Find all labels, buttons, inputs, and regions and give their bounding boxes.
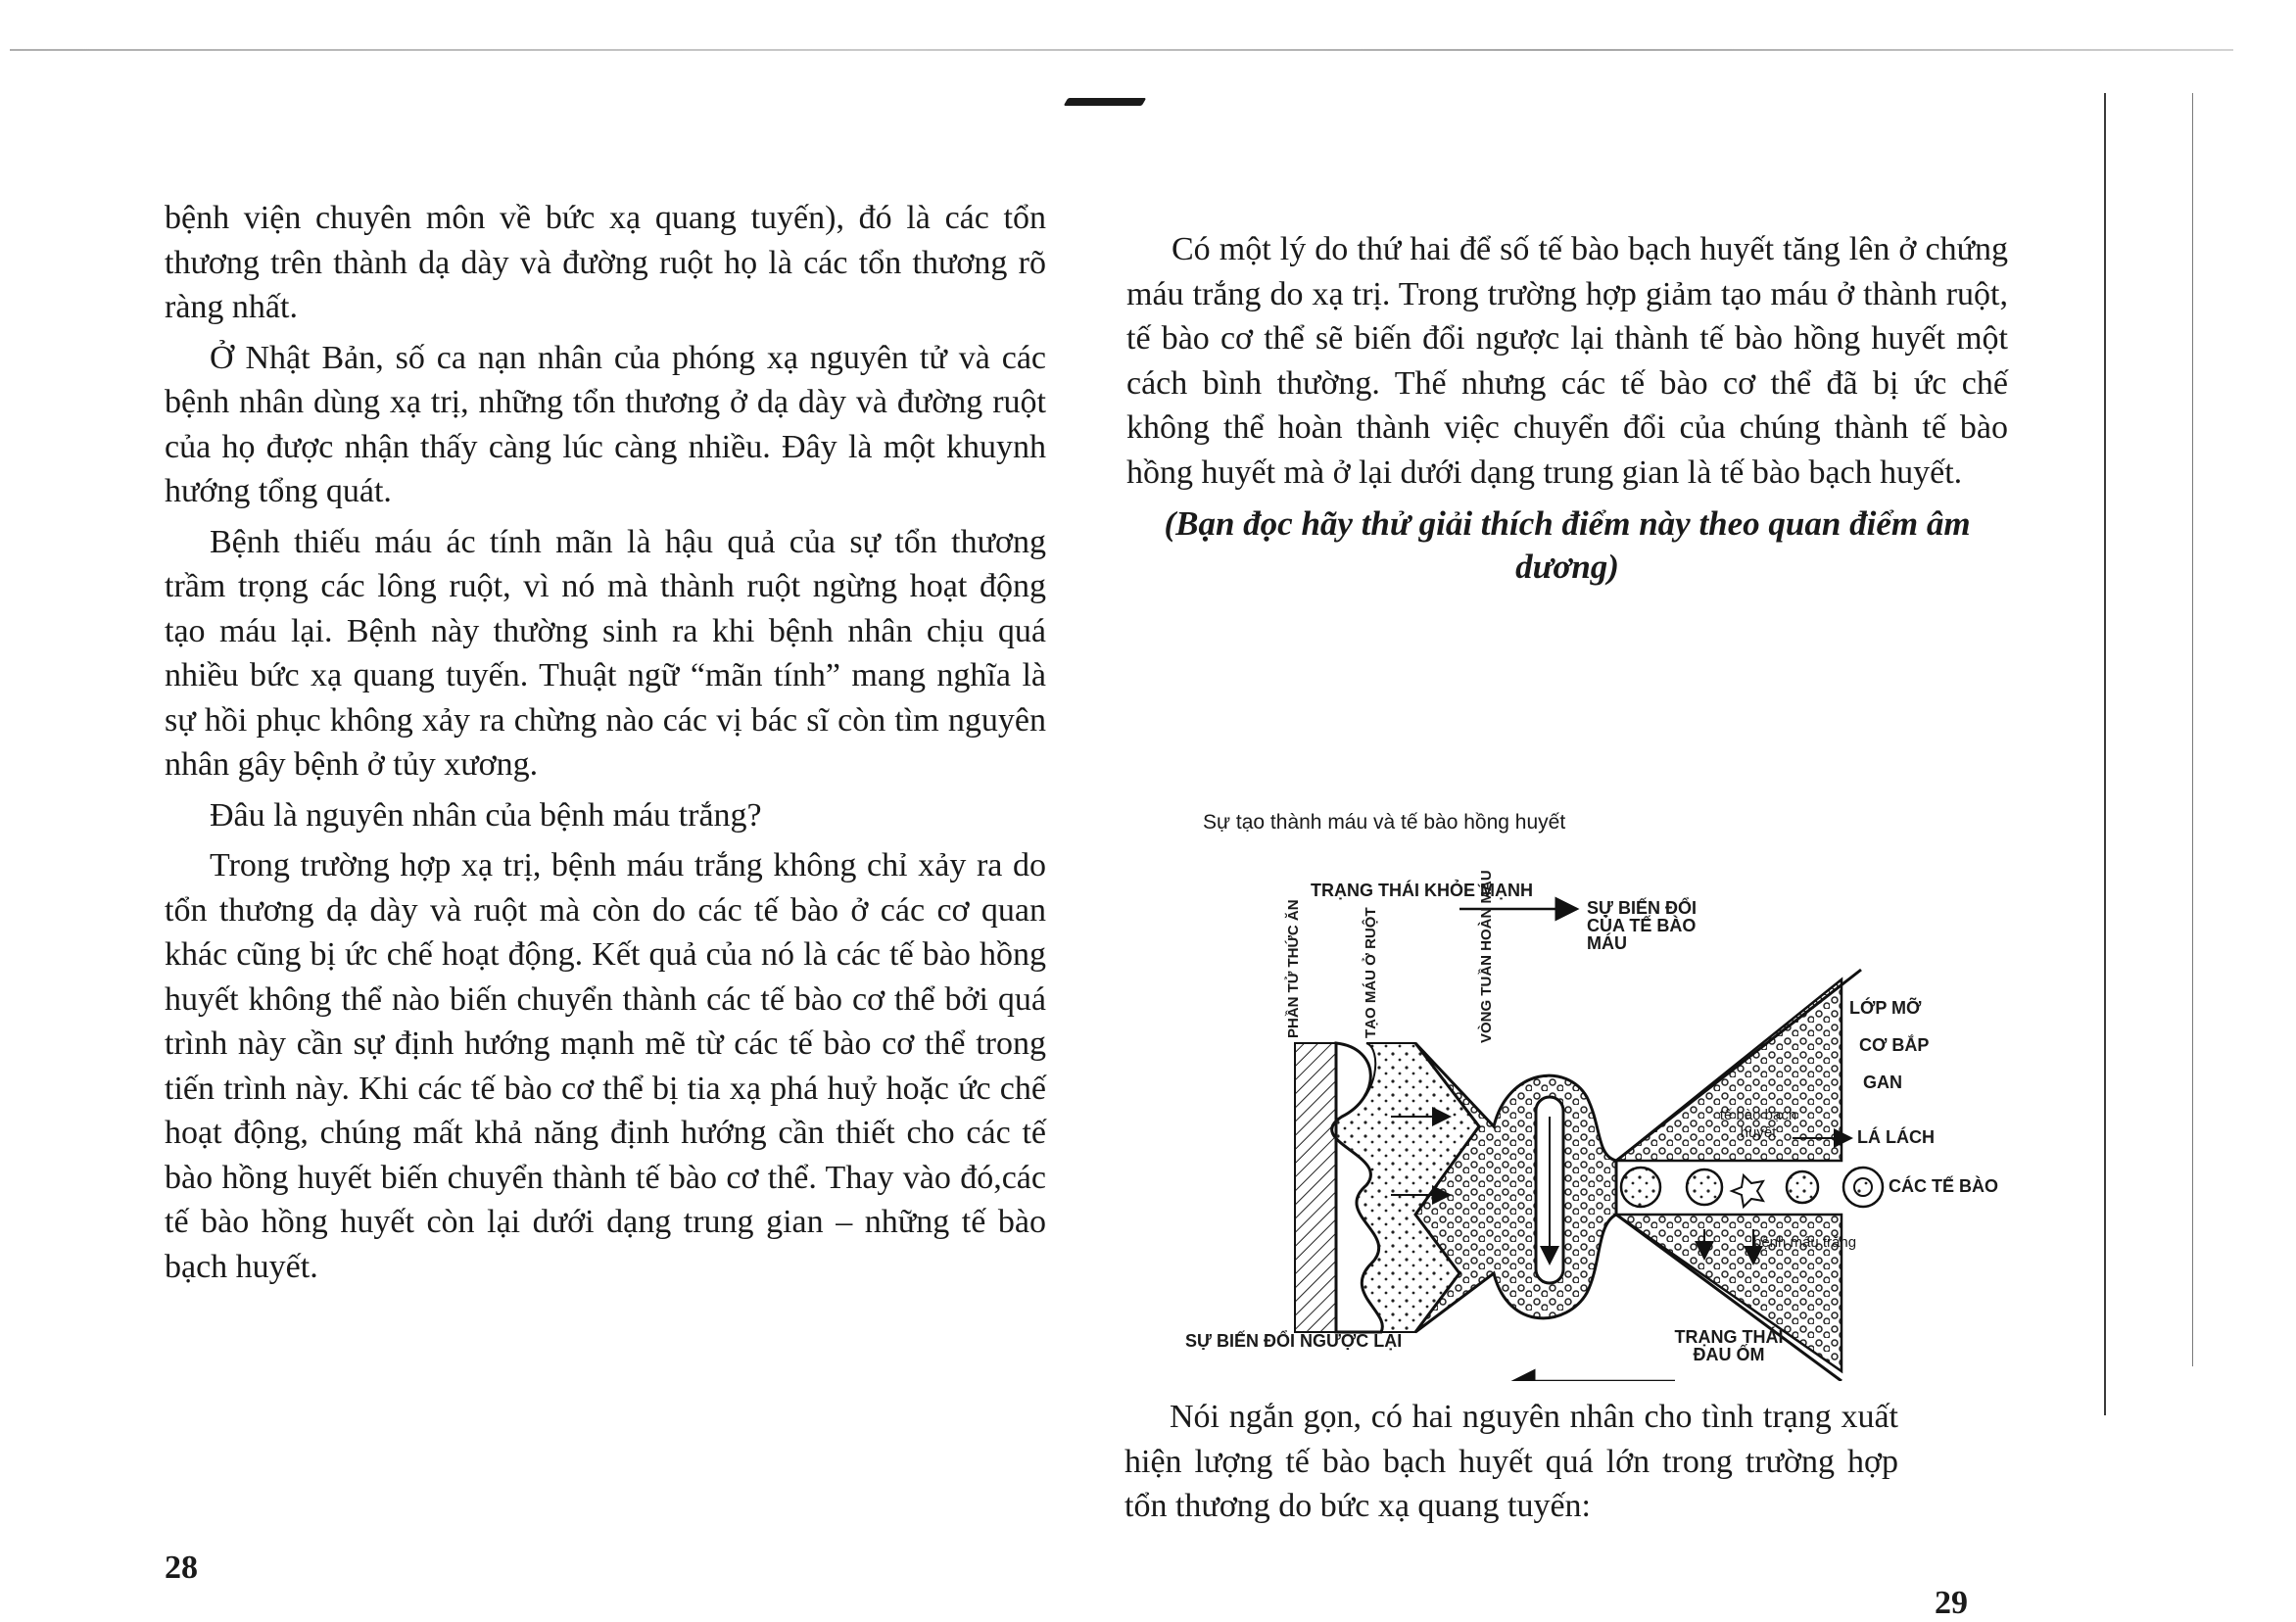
- label-intestine-blood: TẠO MÁU Ở RUỘT: [1363, 907, 1379, 1038]
- label-leukemia: bệnh máu trắng: [1753, 1234, 1857, 1251]
- scan-edge-line: [10, 49, 2233, 51]
- figure-diagram: [1156, 803, 1998, 1381]
- left-paragraph-1: bệnh viện chuyên môn về bức xạ quang tuyến), đó là các tổn thương trên thành dạ dày và đường ruột họ là các tổn thương rõ ràng nhất.: [165, 200, 1046, 325]
- label-food-particles: PHẦN TỬ THỨC ĂN: [1285, 899, 1302, 1038]
- label-reverse-change: SỰ BIẾN ĐỔI NGƯỢC LẠI: [1185, 1331, 1403, 1351]
- blood-formation-figure: [1156, 803, 1998, 1381]
- page-edge-line: [2104, 93, 2106, 1415]
- cell-icon-2: [1687, 1169, 1722, 1205]
- figure-caption: Sự tạo thành máu và tế bào hồng huyết: [1203, 811, 1566, 834]
- label-fat-layer: LỚP MỠ: [1849, 998, 1922, 1018]
- left-paragraph-3: Bệnh thiếu máu ác tính mãn là hậu quả của sự tổn thương trầm trọng các lông ruột, vì nó mà thành ruột ngừng hoạt động tạo máu lại. Bệnh này thường sinh ra khi bệnh nhân chịu quá nhiều bức xạ quang tuyến. Thuật ngữ “mãn tính” mang nghĩa là sự hồi phục không xảy ra chừng nào các vị bác sĩ còn tìm nguyên nhân gây bệnh ở tủy xương.: [165, 523, 1046, 783]
- page-edge-line-outer: [2192, 93, 2193, 1366]
- food-particle-zone: [1295, 1043, 1336, 1332]
- page-number-right: 29: [1935, 1585, 1968, 1621]
- gutter-mark: [1064, 98, 1147, 106]
- label-healthy-state: TRẠNG THÁI KHỎE MẠNH: [1311, 881, 1533, 900]
- label-liver: GAN: [1863, 1073, 1902, 1092]
- page-number-left: 28: [165, 1550, 198, 1586]
- label-spleen: LÁ LÁCH: [1857, 1127, 1935, 1147]
- left-paragraph-5: Trong trường hợp xạ trị, bệnh máu trắng không chỉ xảy ra do tổn thương dạ dày và ruột mà còn do các tế bào ở các cơ quan khác cũng bị ức chế hoạt động. Kết quả của nó là các tế bào hồng huyết không thể nào biến chuyển thành các tế bào cơ thể bởi quá trình này cần sự định hướng mạnh mẽ từ các tế bào cơ thể trong tiến trình này. Khi các tế bào cơ thể bị tia xạ phá huỷ hoặc ức chế hoạt động, chúng mất khả năng định hướng cần thiết cho các tế bào hồng huyết biến chuyển thành tế bào cơ thể. Thay vào đó,các tế bào hồng huyết còn lại dưới dạng trung gian – những tế bào bạch huyết.: [165, 847, 1046, 1285]
- cell-icon-3: [1787, 1171, 1818, 1203]
- left-question: Đâu là nguyên nhân của bệnh máu trắng?: [210, 796, 762, 834]
- label-blood-cell-change: SỰ BIẾN ĐỔI CỦA TẾ BÀO MÁU: [1587, 898, 1697, 953]
- label-sick-state: TRẠNG THÁI ĐAU ỐM: [1674, 1327, 1784, 1364]
- right-page-bottom: [1124, 1395, 1898, 1535]
- reader-note: (Bạn đọc hãy thử giải thích điểm này theo quan điểm âm dương): [1164, 504, 1971, 586]
- right-paragraph-bottom: Nói ngắn gọn, có hai nguyên nhân cho tình trạng xuất hiện lượng tế bào bạch huyết quá lớn trong trường hợp tổn thương do bức xạ quang tuyến:: [1124, 1399, 1898, 1524]
- label-cells: CÁC TẾ BÀO: [1889, 1176, 1998, 1196]
- right-page: [1126, 227, 2008, 589]
- right-paragraph-top: Có một lý do thứ hai để số tế bào bạch huyết tăng lên ở chứng máu trắng do xạ trị. Trong trường hợp giảm tạo máu ở thành ruột, tế bào cơ thể sẽ biến đổi ngược lại thành tế bào hồng huyết một cách bình thường. Thế nhưng các tế bào cơ thể đã bị ức chế không thể hoàn thành việc chuyển đổi của chúng thành tế bào hồng huyết mà ở lại dưới dạng trung gian là tế bào bạch huyết.: [1126, 231, 2008, 491]
- cell-icon-1: [1621, 1168, 1660, 1207]
- label-lymph-cells: tế bào bạch huyết: [1719, 1107, 1797, 1141]
- left-page: [165, 196, 1046, 1295]
- left-paragraph-2: Ở Nhật Bản, số ca nạn nhân của phóng xạ nguyên tử và các bệnh nhân dùng xạ trị, những tổn thương ở dạ dày và đường ruột của họ được nhận thấy càng lúc càng nhiều. Đây là một khuynh hướng tổng quát.: [165, 339, 1046, 509]
- label-muscle: CƠ BẮP: [1859, 1035, 1930, 1055]
- label-circulation: VÒNG TUẦN HOÀN MÁU: [1478, 870, 1495, 1043]
- cell-icon-star: [1732, 1175, 1763, 1207]
